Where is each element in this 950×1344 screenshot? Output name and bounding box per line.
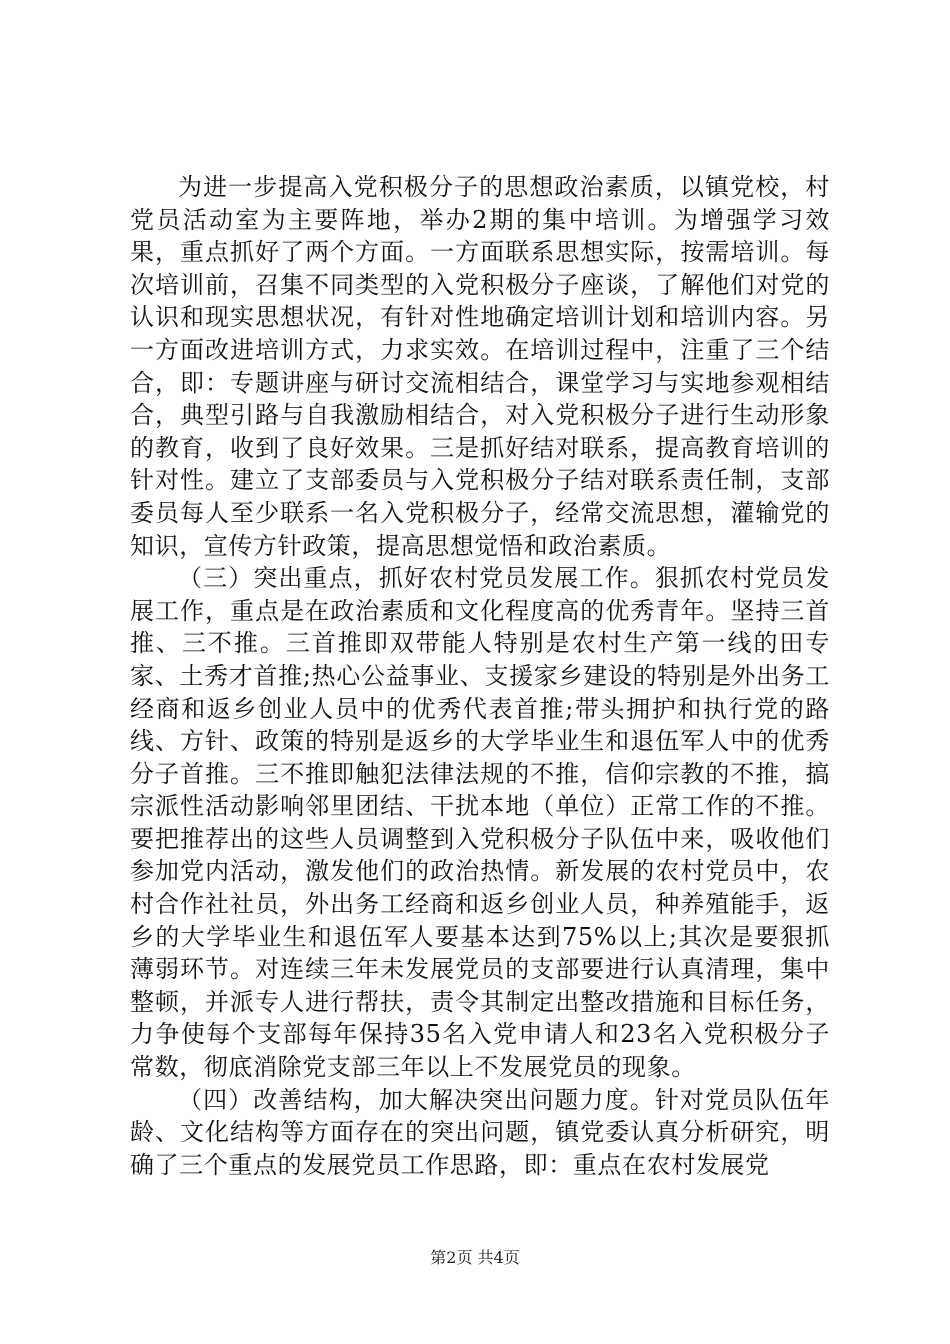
paragraph-section-four: （四）改善结构，加大解决突出问题力度。针对党员队伍年龄、文化结构等方面存在的突出问题，镇党委认真分析研究，明确了三个重点的发展党员工作思路，即：重点在农村发展党 <box>130 1085 830 1179</box>
paragraph-training: 为进一步提高入党积极分子的思想政治素质，以镇党校，村党员活动室为主要阵地，举办2期的集中培训。为增强学习效果，重点抓好了两个方面。一方面联系思想实际，按需培训。每次培训前，召集不同类型的入党积极分子座谈，了解他们对党的认识和现实思想状况，有针对性地确定培训计划和培训内容。另一方面改进培训方式，力求实效。在培训过程中，注重了三个结合，即：专题讲座与研讨交流相结合，课堂学习与实地参观相结合，典型引路与自我激励相结合，对入党积极分子进行生动形象的教育，收到了良好效果。三是抓好结对联系，提高教育培训的针对性。建立了支部委员与入党积极分子结对联系责任制，支部委员每人至少联系一名入党积极分子，经常交流思想，灌输党的知识，宣传方针政策，提高思想觉悟和政治素质。 <box>130 173 830 560</box>
paragraph-section-three: （三）突出重点，抓好农村党员发展工作。狠抓农村党员发展工作，重点是在政治素质和文化程度高的优秀青年。坚持三首推、三不推。三首推即双带能人特别是农村生产第一线的田专家、土秀才首推;热心公益事业、支援家乡建设的特别是外出务工经商和返乡创业人员中的优秀代表首推;带头拥护和执行党的路线、方针、政策的特别是返乡的大学毕业生和退伍军人中的优秀分子首推。三不推即触犯法律法规的不推，信仰宗教的不推，搞宗派性活动影响邻里团结、干扰本地（单位）正常工作的不推。要把推荐出的这些人员调整到入党积极分子队伍中来，吸收他们参加党内活动，激发他们的政治热情。新发展的农村党员中，农村合作社社员，外出务工经商和返乡创业人员，种养殖能手，返乡的大学毕业生和退伍军人要基本达到75%以上;其次是要狠抓薄弱环节。对连续三年未发展党员的支部要进行认真清理，集中整顿，并派专人进行帮扶，责令其制定出整改措施和目标任务，力争使每个支部每年保持35名入党申请人和23名入党积极分子常数，彻底消除党支部三年以上不发展党员的现象。 <box>130 564 830 1082</box>
document-body <box>130 171 830 1181</box>
page-number-footer: 第2页 共4页 <box>430 1248 520 1267</box>
